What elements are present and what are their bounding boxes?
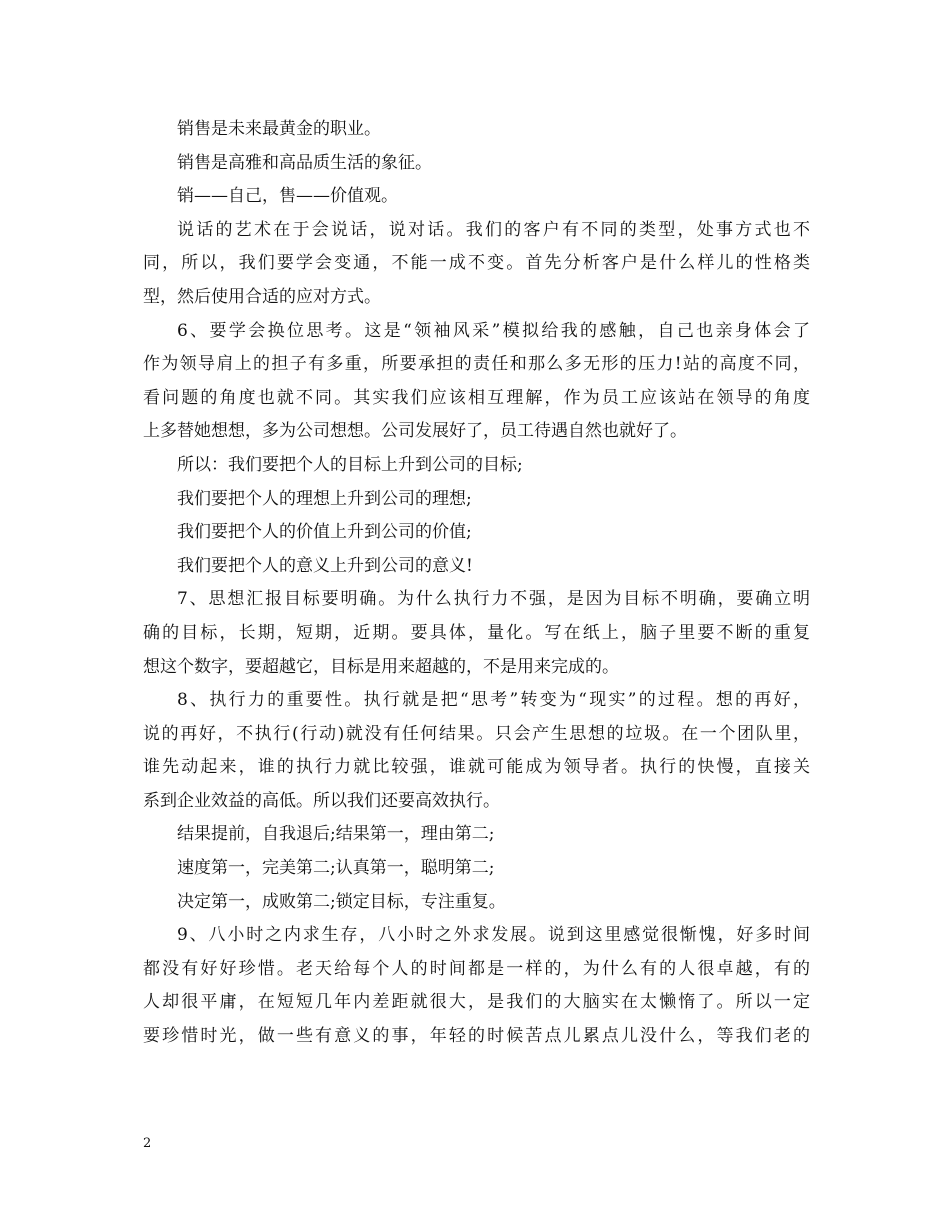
- text-line: 说话的艺术在于会说话，说对话。我们的客户有不同的类型，处事方式也不: [177, 219, 810, 240]
- text-line: 看问题的角度也就不同。其实我们应该相互理解，作为员工应该站在领导的角度: [143, 387, 810, 408]
- text-line: 人却很平庸，在短短几年内差距就很大，是我们的大脑实在太懒惰了。所以一定: [143, 992, 810, 1013]
- text-line: 我们要把个人的理想上升到公司的理想;: [177, 488, 472, 509]
- text-line: 速度第一，完美第二;认真第一，聪明第二;: [177, 858, 495, 879]
- text-line: 7、思想汇报目标要明确。为什么执行力不强，是因为目标不明确，要确立明: [177, 589, 810, 610]
- text-line: 谁先动起来，谁的执行力就比较强，谁就可能成为领导者。执行的快慢，直接关: [143, 757, 810, 778]
- text-line: 都没有好好珍惜。老天给每个人的时间都是一样的，为什么有的人很卓越，有的: [143, 958, 810, 979]
- text-line: 我们要把个人的价值上升到公司的价值;: [177, 522, 472, 543]
- text-line: 结果提前，自我退后;结果第一，理由第二;: [177, 824, 495, 845]
- text-line: 同，所以，我们要学会变通，不能一成不变。首先分析客户是什么样儿的性格类: [143, 253, 810, 274]
- text-line: 销售是高雅和高品质生活的象征。: [177, 152, 432, 173]
- text-line: 型，然后使用合适的应对方式。: [143, 286, 381, 307]
- text-line: 6、要学会换位思考。这是“领袖风采”模拟给我的感触，自己也亲身体会了: [177, 320, 810, 341]
- text-line: 确的目标，长期，短期，近期。要具体，量化。写在纸上，脑子里要不断的重复: [143, 622, 810, 643]
- page-number: 2: [143, 1136, 152, 1151]
- text-line: 所以：我们要把个人的目标上升到公司的目标;: [177, 454, 523, 475]
- text-line: 9、八小时之内求生存，八小时之外求发展。说到这里感觉很惭愧，好多时间: [177, 925, 810, 946]
- text-line: 想这个数字，要超越它，目标是用来超越的，不是用来完成的。: [143, 656, 619, 677]
- text-line: 说的再好，不执行(行动)就没有任何结果。只会产生思想的垃圾。在一个团队里，: [143, 723, 810, 744]
- document-body: [143, 113, 810, 1054]
- text-line: 销售是未来最黄金的职业。: [177, 119, 381, 139]
- text-line: 8、执行力的重要性。执行就是把“思考”转变为“现实”的过程。想的再好，: [177, 690, 810, 711]
- text-line: 销——自己，售——价值观。: [177, 186, 398, 207]
- text-line: 要珍惜时光，做一些有意义的事，年轻的时候苦点儿累点儿没什么，等我们老的: [143, 1026, 810, 1047]
- text-line: 系到企业效益的高低。所以我们还要高效执行。: [143, 790, 500, 811]
- text-line: 我们要把个人的意义上升到公司的意义!: [177, 555, 473, 576]
- text-line: 作为领导肩上的担子有多重，所要承担的责任和那么多无形的压力!站的高度不同，: [143, 354, 810, 375]
- text-line: 决定第一，成败第二;锁定目标，专注重复。: [177, 891, 506, 912]
- text-line: 上多替她想想，多为公司想想。公司发展好了，员工待遇自然也就好了。: [143, 421, 687, 442]
